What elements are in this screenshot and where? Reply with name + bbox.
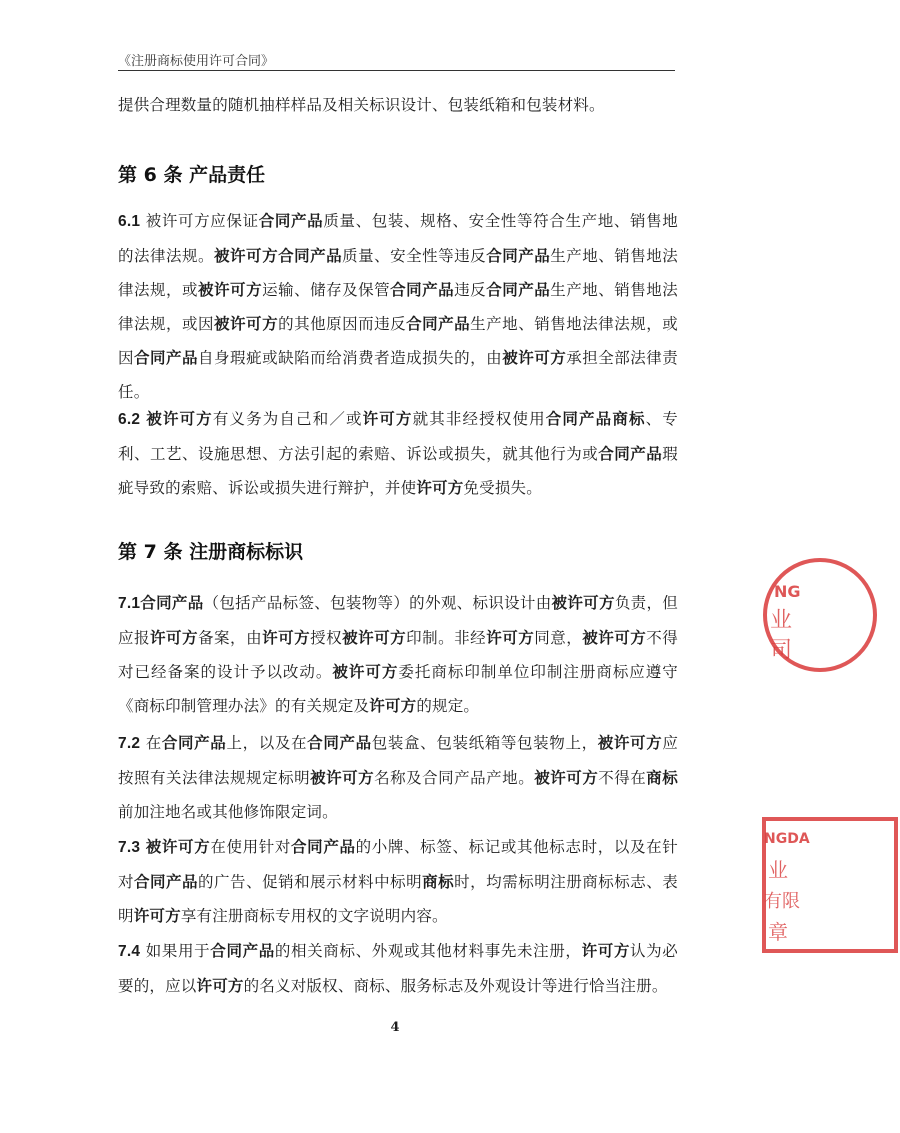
clause-text: 委托商标印制单位印制注册商标应遵守《商标印制管理办法》的有关规定及: [118, 663, 678, 715]
intro-paragraph: 提供合理数量的随机抽样样品及相关标识设计、包装纸箱和包装材料。: [118, 96, 605, 114]
clause-text: 负责，但应报: [118, 594, 678, 647]
clause-text: 上，以及在: [226, 734, 308, 752]
defined-term: 许可方: [196, 976, 244, 995]
defined-term: 被许可方: [502, 348, 567, 367]
clause-text: 的其他原因而违反: [278, 315, 407, 333]
clause-text: 就其非经授权使用: [412, 410, 546, 428]
clause-text: （包括产品标签、包装物等）的外观、标识设计由: [203, 594, 552, 612]
header-divider: [118, 70, 675, 71]
clause-text: 的相关商标、外观或其他材料事先未注册，: [274, 942, 582, 960]
clause-text: 质量、安全性等违反: [342, 247, 487, 265]
clause-7-2: [118, 726, 678, 829]
defined-term: 许可方: [416, 478, 464, 497]
clause-text: 包装盒、包装纸箱等包装物上，: [371, 734, 598, 752]
defined-term: 被许可方: [145, 837, 211, 856]
defined-term: 合同产品: [134, 348, 199, 367]
clause-text: 名称及合同产品产地。: [374, 769, 535, 787]
clause-7-1: [118, 586, 678, 723]
clause-7-4: [118, 934, 678, 1003]
clause-text: 的名义对版权、商标、服务标志及外观设计等进行恰当注册。: [243, 977, 668, 995]
clause-number: 7.2: [118, 735, 141, 752]
clause-text: 同意，: [534, 629, 583, 647]
clause-text: 备案，由: [198, 629, 263, 647]
clause-text: 的小牌、标签、标记或其他标志时，以及在针对: [118, 838, 678, 891]
defined-term: 商标: [646, 768, 678, 787]
clause-text: 印制。非经: [406, 629, 487, 647]
clause-text: 有义务为自己和／或: [212, 410, 363, 428]
defined-term: 被许可方: [342, 628, 407, 647]
clause-number: 7.1: [118, 595, 141, 612]
clause-text: 质量、包装、规格、安全性等符合生产地、销售地的法律法规。: [118, 212, 679, 265]
clause-text: 应按照有关法律法规规定标明: [118, 734, 679, 787]
clause-number: 6.1: [118, 213, 141, 230]
defined-term: 许可方: [486, 628, 535, 647]
clause-text: 违反: [454, 281, 487, 299]
clause-number: 6.2: [118, 411, 141, 428]
defined-term: 被许可方: [551, 593, 615, 612]
clause-text: 承担全部法律责任。: [118, 349, 678, 401]
svg-text:业: 业: [768, 858, 788, 882]
defined-term: 许可方: [362, 409, 413, 428]
clause-text: 生产地、销售地法律法规，或因: [118, 315, 678, 367]
clause-text: 生产地、销售地法律法规，或因: [118, 281, 678, 333]
clause-text: 认为必要的，应以: [118, 942, 678, 995]
defined-term: 被许可方: [534, 768, 599, 787]
defined-term: 合同产品: [406, 314, 471, 333]
clause-7-3: [118, 830, 678, 933]
clause-6-2: [118, 402, 678, 505]
defined-term: 被许可方: [214, 314, 279, 333]
clause-text: 享有注册商标专用权的文字说明内容。: [180, 907, 448, 925]
defined-term: 合同产品: [390, 280, 455, 299]
defined-term: 许可方: [262, 628, 311, 647]
defined-term: 合同产品: [486, 280, 551, 299]
clause-text: 时，均需标明注册商标标志、表明: [118, 873, 678, 925]
defined-term: 合同产品: [161, 733, 227, 752]
defined-term: 被许可方合同产品: [214, 246, 343, 265]
clause-text: 运输、储存及保管: [262, 281, 391, 299]
clause-text: 前加注地名或其他修饰限定词。: [118, 803, 338, 821]
defined-term: 合同产品: [291, 837, 356, 856]
page-number: 4: [390, 1020, 400, 1035]
defined-term: 许可方: [150, 628, 199, 647]
clause-text: 瑕疵导致的索赔、诉讼或损失进行辩护，并使: [118, 445, 678, 497]
clause-text: 、专利、工艺、设施思想、方法引起的索赔、诉讼或损失，就其他行为或: [118, 410, 678, 463]
company-seal-upper: [760, 555, 801, 675]
clause-text: 被许可方应保证: [140, 212, 259, 230]
company-seal-lower: [760, 815, 810, 955]
clause-6-1: [118, 204, 678, 409]
defined-term: 许可方: [133, 906, 181, 925]
defined-term: 合同产品: [307, 733, 372, 752]
clause-text: 在: [140, 734, 162, 752]
svg-text:章: 章: [768, 920, 788, 944]
svg-text:司: 司: [770, 638, 793, 663]
defined-term: 合同产品商标: [545, 409, 646, 428]
defined-term: 合同产品: [598, 444, 663, 463]
defined-term: 合同产品: [140, 593, 204, 612]
defined-term: 被许可方: [310, 768, 375, 787]
clause-text: 免受损失。: [463, 479, 542, 497]
document-header-title: 《注册商标使用许可合同》: [118, 54, 275, 69]
defined-term: 合同产品: [134, 872, 199, 891]
clause-text: 生产地、销售地法律法规，或: [118, 247, 678, 299]
section-6-heading: 第 6 条 产品责任: [118, 164, 266, 186]
clause-text: 不得对已经备案的设计予以改动。: [118, 629, 678, 681]
section-7-heading: 第 7 条 注册商标标识: [118, 541, 304, 563]
clause-text: 的规定。: [416, 697, 480, 715]
svg-text:NG: NG: [774, 582, 801, 601]
defined-term: 被许可方: [582, 628, 647, 647]
defined-term: 许可方: [581, 941, 630, 960]
clause-text: 不得在: [598, 769, 647, 787]
clause-text: 自身瑕疵或缺陷而给消费者造成损失的，由: [198, 349, 503, 367]
defined-term: 合同产品: [258, 211, 324, 230]
clause-number: 7.3: [118, 839, 141, 856]
defined-term: 被许可方: [597, 733, 663, 752]
clause-text: 的广告、促销和展示材料中标明: [198, 873, 423, 891]
defined-term: 被许可方: [198, 280, 263, 299]
svg-text:NGDA: NGDA: [764, 831, 810, 847]
svg-text:业: 业: [770, 608, 793, 633]
clause-text: 在使用针对: [210, 838, 292, 856]
clause-text: 授权: [310, 629, 343, 647]
defined-term: 合同产品: [210, 941, 275, 960]
svg-text:有限: 有限: [764, 891, 800, 912]
clause-number: 7.4: [118, 943, 141, 960]
defined-term: 被许可方: [146, 409, 213, 428]
defined-term: 合同产品: [486, 246, 551, 265]
defined-term: 商标: [422, 872, 455, 891]
clause-text: 如果用于: [140, 942, 211, 960]
defined-term: 许可方: [369, 696, 417, 715]
defined-term: 被许可方: [332, 662, 399, 681]
